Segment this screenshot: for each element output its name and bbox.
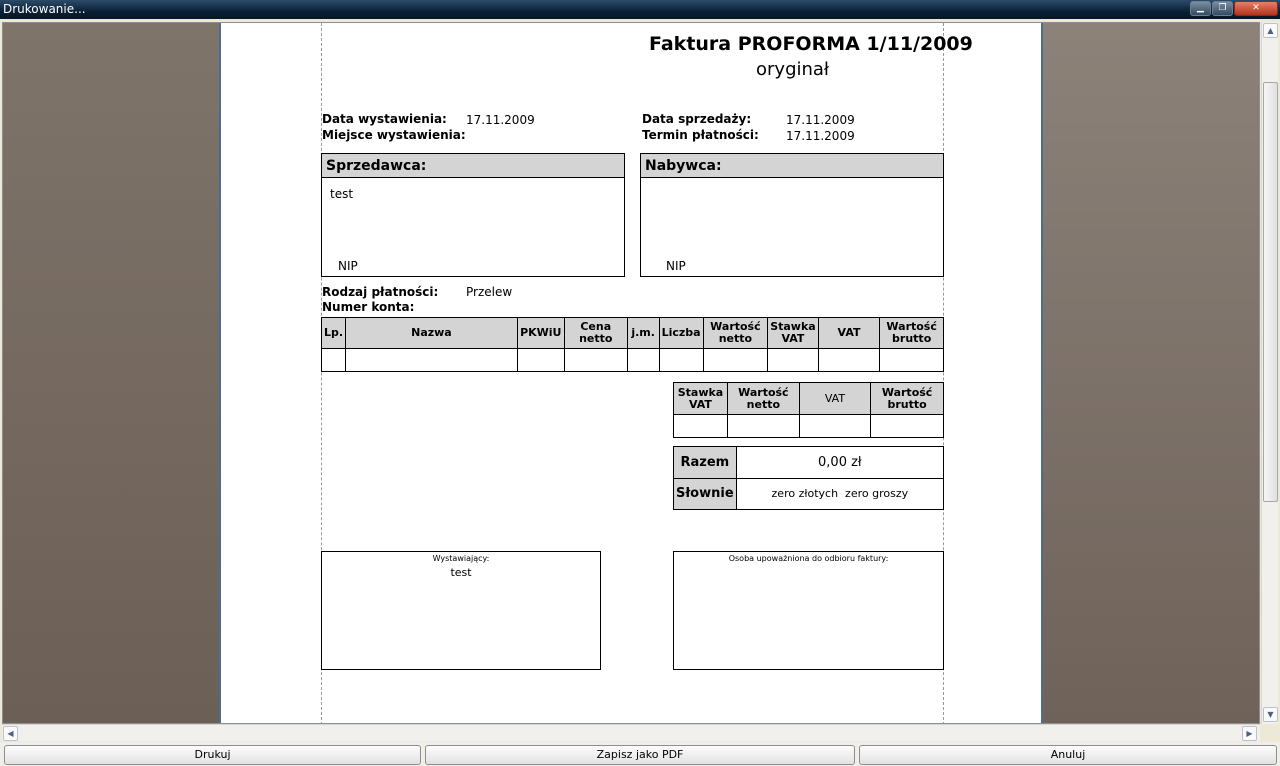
button-bar [0,742,1280,766]
seller-nip-label: NIP [338,259,358,273]
col-nazwa: Nazwa [346,318,518,349]
buyer-box [640,153,944,277]
col-wartosc-brutto: Wartość brutto [880,318,944,349]
cancel-button[interactable]: Anuluj [859,745,1277,765]
payment-type-label: Rodzaj płatności: [322,285,439,299]
vat-summary-table [673,382,944,438]
summary-col-vat: VAT [799,383,870,415]
summary-col-stawka-vat: Stawka VAT [674,383,728,415]
summary-col-wartosc-netto: Wartość netto [727,383,799,415]
issuer-label: Wystawiający: [432,554,490,563]
items-table-header [322,318,944,349]
arrow-left-icon[interactable]: ◀ [3,726,18,741]
totals-table [673,446,944,510]
vertical-scrollbar[interactable] [1261,22,1278,724]
invoice-title: Faktura PROFORMA 1/11/2009 [649,33,973,55]
total-value: 0,00 zł [736,447,943,479]
sale-date-label: Data sprzedaży: [642,112,752,126]
close-icon[interactable]: ✕ [1234,1,1278,16]
summary-col-wartosc-brutto: Wartość brutto [871,383,944,415]
print-button[interactable]: Drukuj [4,745,421,765]
col-stawka-vat: Stawka VAT [768,318,819,349]
seller-header: Sprzedawca: [322,154,624,178]
arrow-right-icon[interactable]: ▶ [1242,726,1257,741]
invoice-page [219,23,1043,724]
account-number-label: Numer konta: [322,300,415,314]
total-label: Razem [674,447,737,479]
seller-box [321,153,625,277]
col-vat: VAT [818,318,880,349]
arrow-up-icon[interactable]: ▲ [1263,23,1278,38]
invoice-subtitle: oryginał [756,59,830,80]
table-row [322,349,944,372]
table-row [674,415,944,438]
print-preview-viewport[interactable] [2,22,1260,724]
arrow-down-icon[interactable]: ▼ [1263,707,1278,722]
seller-name: test [330,187,354,201]
maximize-icon[interactable]: ❐ [1212,1,1233,16]
payment-type-value: Przelew [466,285,513,299]
minimize-icon[interactable]: ▁ [1190,1,1211,16]
save-pdf-button[interactable]: Zapisz jako PDF [425,745,855,765]
col-cena-netto: Cena netto [564,318,627,349]
preview-background-left [3,23,219,724]
issue-date-value: 17.11.2009 [466,113,535,127]
amount-in-words-value: zero złotych zero groszy [736,479,943,510]
vat-summary-header [674,383,944,415]
col-jm: j.m. [627,318,659,349]
due-date-label: Termin płatności: [642,128,759,142]
window-title: Drukowanie... [3,2,86,16]
horizontal-scrollbar[interactable] [2,724,1260,741]
title-bar [0,0,1280,19]
items-table [321,317,944,372]
buyer-header: Nabywca: [641,154,943,178]
issue-place-label: Miejsce wystawienia: [322,128,466,142]
col-lp: Lp. [322,318,346,349]
receiver-signature-box [673,551,944,670]
sale-date-value: 17.11.2009 [786,113,855,127]
preview-background-right [1043,23,1260,724]
col-liczba: Liczba [659,318,703,349]
receiver-label: Osoba upoważniona do odbioru faktury: [728,554,889,563]
col-wartosc-netto: Wartość netto [703,318,768,349]
amount-in-words-label: Słownie [674,479,737,510]
issuer-name: test [450,566,472,579]
col-pkwiu: PKWiU [517,318,564,349]
issuer-signature-box [321,551,601,670]
issue-date-label: Data wystawienia: [322,112,447,126]
vertical-scroll-thumb[interactable] [1263,82,1278,502]
buyer-nip-label: NIP [666,259,686,273]
due-date-value: 17.11.2009 [786,129,855,143]
